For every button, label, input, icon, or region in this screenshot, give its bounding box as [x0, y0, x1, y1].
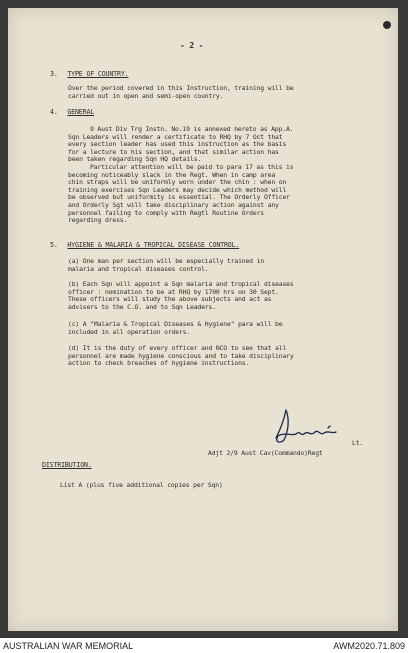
- page-number: - 2 -: [180, 41, 204, 50]
- text-line: personnel failing to comply with Regtl Routine Orders: [68, 208, 264, 217]
- section-5-para-a: [68, 258, 388, 273]
- section-5-para-b: [68, 281, 388, 311]
- text-line: (c) A "Malaria & Tropical Diseases & Hygiene" para will be: [68, 320, 283, 328]
- section-4-title: GENERAL: [67, 108, 95, 116]
- section-3-number: 3.: [50, 70, 58, 78]
- text-line: included in all operation orders.: [68, 327, 191, 336]
- text-line: chin straps will be uniformly worn under the chin : when on: [68, 178, 287, 187]
- section-5-number: 5.: [50, 241, 58, 249]
- text-line: Sqn Leaders will render a certificate to RHQ by 7 Oct that: [68, 132, 283, 141]
- text-line: carried out in open and semi-open country.: [68, 91, 224, 100]
- text-line: (a) One man per section will be especially trained in: [68, 257, 264, 265]
- archive-footer: [0, 638, 408, 653]
- section-3-text: [68, 85, 388, 100]
- section-5-para-d: [68, 345, 388, 368]
- text-line: advisers to the C.O. and to Sqn Leaders.: [68, 302, 216, 311]
- text-line: malaria and tropical diseases control.: [68, 264, 209, 273]
- section-5-heading: [50, 242, 239, 250]
- text-line: action to check breaches of hygiene instructions.: [68, 359, 250, 368]
- text-line: for a lecture to his section, and that similar action has: [68, 147, 279, 156]
- section-4-heading: [50, 109, 94, 117]
- section-5-para-c: [68, 321, 388, 336]
- text-line: becoming noticeably slack in the Regt. When in camp area: [68, 170, 276, 179]
- text-line: every section leader has used this instruction as the basis: [68, 140, 287, 149]
- text-line: Over the period covered in this Instruction, training will be: [68, 84, 294, 92]
- section-3-heading: [50, 71, 128, 79]
- text-line: Particular attention will be paid to para 17 as this is: [90, 162, 294, 171]
- text-line: (b) Each Sqn will appoint a Sqn malaria and tropical diseases: [68, 280, 294, 288]
- text-line: (d) It is the duty of every officer and NCO to see that all: [68, 344, 287, 352]
- footer-institution: AUSTRALIAN WAR MEMORIAL: [3, 641, 134, 651]
- distribution-line: List A (plus five additional copies per Sqn): [60, 481, 223, 489]
- text-line: regarding dress.: [68, 216, 128, 225]
- document-body: [8, 8, 398, 631]
- text-line: 9 Aust Div Trg Instn. No.19 is annexed hereto as App.A.: [90, 125, 294, 133]
- text-line: officer : nomination to be at RHQ by 1700 hrs on 30 Sept.: [68, 287, 279, 296]
- document-page: [8, 8, 398, 631]
- distribution-heading: DISTRIBUTION.: [42, 461, 92, 469]
- section-4-text: [68, 126, 388, 225]
- footer-accession-number: AWM2020.71.809: [333, 641, 405, 651]
- text-line: and Orderly Sgt will take disciplinary action against any: [68, 200, 279, 209]
- text-line: be observed but uniformity is essential. The Orderly Officer: [68, 193, 290, 202]
- section-5-title: HYGIENE & MALARIA & TROPICAL DISEASE CONTROL.: [67, 241, 240, 249]
- section-3-title: TYPE OF COUNTRY.: [67, 70, 129, 78]
- text-line: been taken regarding Sqn HQ details.: [68, 155, 202, 164]
- signature-rank: Lt.: [352, 439, 364, 447]
- text-line: training exercises Sqn Leaders may decide which method will: [68, 185, 287, 194]
- handwritten-signature: [270, 406, 350, 450]
- section-4-number: 4.: [50, 108, 58, 116]
- text-line: These officers will study the above subjects and act as: [68, 295, 272, 304]
- text-line: personnel are made hygiene conscious and to take disciplinary: [68, 351, 294, 360]
- signature-appointment: Adjt 2/9 Aust Cav(Commando)Regt: [208, 449, 323, 457]
